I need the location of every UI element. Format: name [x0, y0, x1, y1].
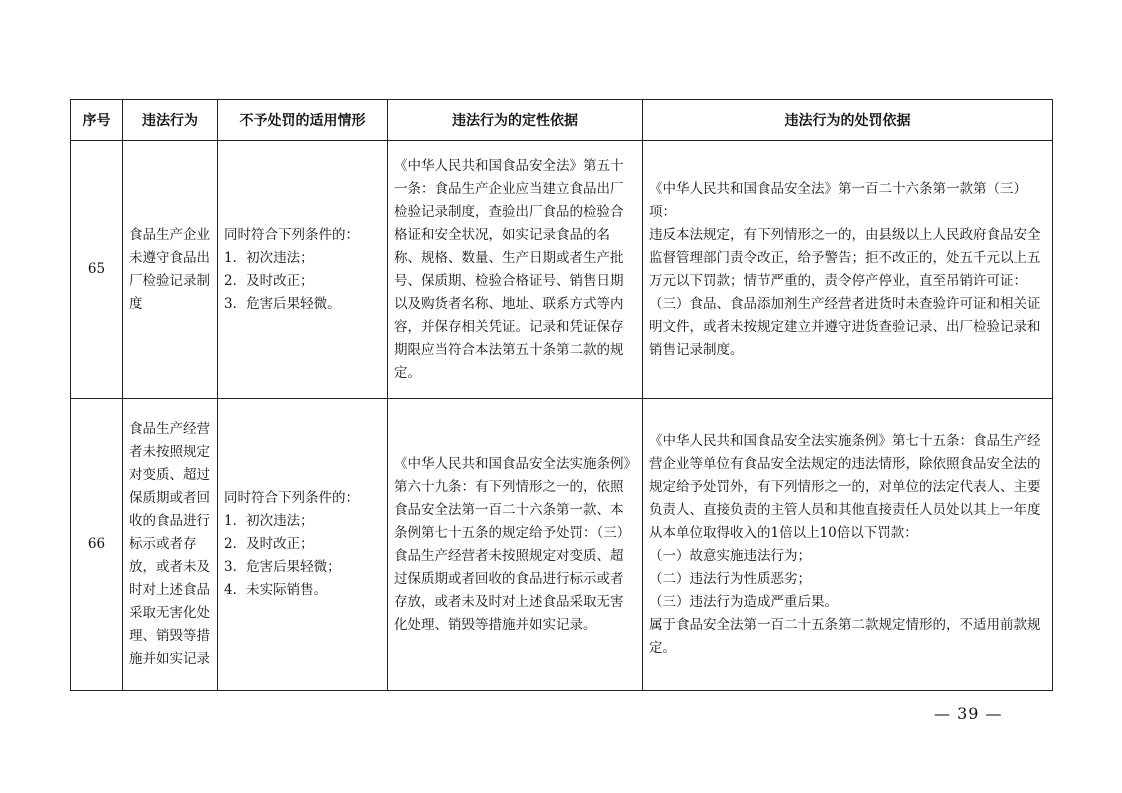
- table-row: [71, 141, 1053, 399]
- table-row: [71, 399, 1053, 691]
- condition-item: 4．未实际销售。: [224, 582, 328, 598]
- condition-item: 3．危害后果轻微。: [224, 295, 341, 312]
- condition-item: 3．危害后果轻微；: [224, 559, 341, 575]
- qualification-basis: 《中华人民共和国食品安全法实施条例》第六十九条：有下列情形之一的，依照食品安全法第一百二十六条第一款、本条例第七十五条的规定给予处罚：（三）食品生产经营者未按照规定对变质、超过保质期或者回收的食品进行标示或者存放，或者未及时对上述食品采取无害化处理、销毁等措施并如实记录。: [388, 399, 643, 691]
- exempt-conditions: [218, 141, 388, 399]
- penalty-basis: [643, 141, 1053, 399]
- condition-item: 2．及时改正；: [224, 536, 314, 552]
- penalty-paragraph: 《中华人民共和国食品安全法》第一百二十六条第一款第（三）项：: [649, 180, 1027, 220]
- header-row: [71, 100, 1053, 141]
- penalty-basis: [643, 399, 1053, 691]
- col-header-exempt: 不予处罚的适用情形: [218, 100, 388, 141]
- row-number: 66: [71, 399, 123, 691]
- condition-item: 2．及时改正；: [224, 272, 314, 289]
- page-number: — 39 —: [934, 704, 1003, 723]
- exempt-conditions: [218, 399, 388, 691]
- violation-act: 食品生产企业未遵守食品出厂检验记录制度: [123, 141, 218, 399]
- penalty-paragraph: 《中华人民共和国食品安全法实施条例》第七十五条：食品生产经营企业等单位有食品安全法规定的违法情形，除依照食品安全法的规定给予处罚外，有下列情形之一的，对单位的法定代表人、主要负责人、直接负责的主管人员和其他直接责任人员处以其上一年度从本单位取得收入的1倍以上10倍以下罚款：: [649, 432, 1041, 541]
- penalty-table: [70, 99, 1053, 691]
- penalty-paragraph: 属于食品安全法第一百二十五条第二款规定情形的，不适用前款规定。: [649, 616, 1041, 656]
- violation-act: 食品生产经营者未按照规定对变质、超过保质期或者回收的食品进行标示或者存放，或者未及时对上述食品采取无害化处理、销毁等措施并如实记录: [123, 399, 218, 691]
- condition-intro: 同时符合下列条件的：: [224, 490, 359, 506]
- penalty-paragraph: （一）故意实施违法行为；: [649, 547, 811, 564]
- penalty-paragraph: 违反本法规定，有下列情形之一的，由县级以上人民政府食品安全监督管理部门责令改正，给予警告；拒不改正的，处五千元以上五万元以下罚款；情节严重的，责令停产停业，直至吊销许可证：（三）食品、食品添加剂生产经营者进货时未查验许可证和相关证明文件，或者未按规定建立并遵守进货查验记录、出厂检验记录和销售记录制度。: [649, 226, 1041, 358]
- col-header-no: 序号: [71, 100, 123, 141]
- row-number: 65: [71, 141, 123, 399]
- col-header-basis: 违法行为的定性依据: [388, 100, 643, 141]
- col-header-act: 违法行为: [123, 100, 218, 141]
- penalty-paragraph: （三）违法行为造成严重后果。: [649, 593, 838, 610]
- qualification-basis: 《中华人民共和国食品安全法》第五十一条：食品生产企业应当建立食品出厂检验记录制度，查验出厂食品的检验合格证和安全状况，如实记录食品的名称、规格、数量、生产日期或者生产批号、保质期、检验合格证号、销售日期以及购货者名称、地址、联系方式等内容，并保存相关凭证。记录和凭证保存期限应当符合本法第五十条第二款的规定。: [388, 141, 643, 399]
- condition-item: 1．初次违法；: [224, 249, 314, 266]
- condition-intro: 同时符合下列条件的：: [224, 226, 359, 243]
- condition-item: 1．初次违法；: [224, 513, 314, 529]
- penalty-paragraph: （二）违法行为性质恶劣；: [649, 570, 811, 587]
- col-header-penalty: 违法行为的处罚依据: [643, 100, 1053, 141]
